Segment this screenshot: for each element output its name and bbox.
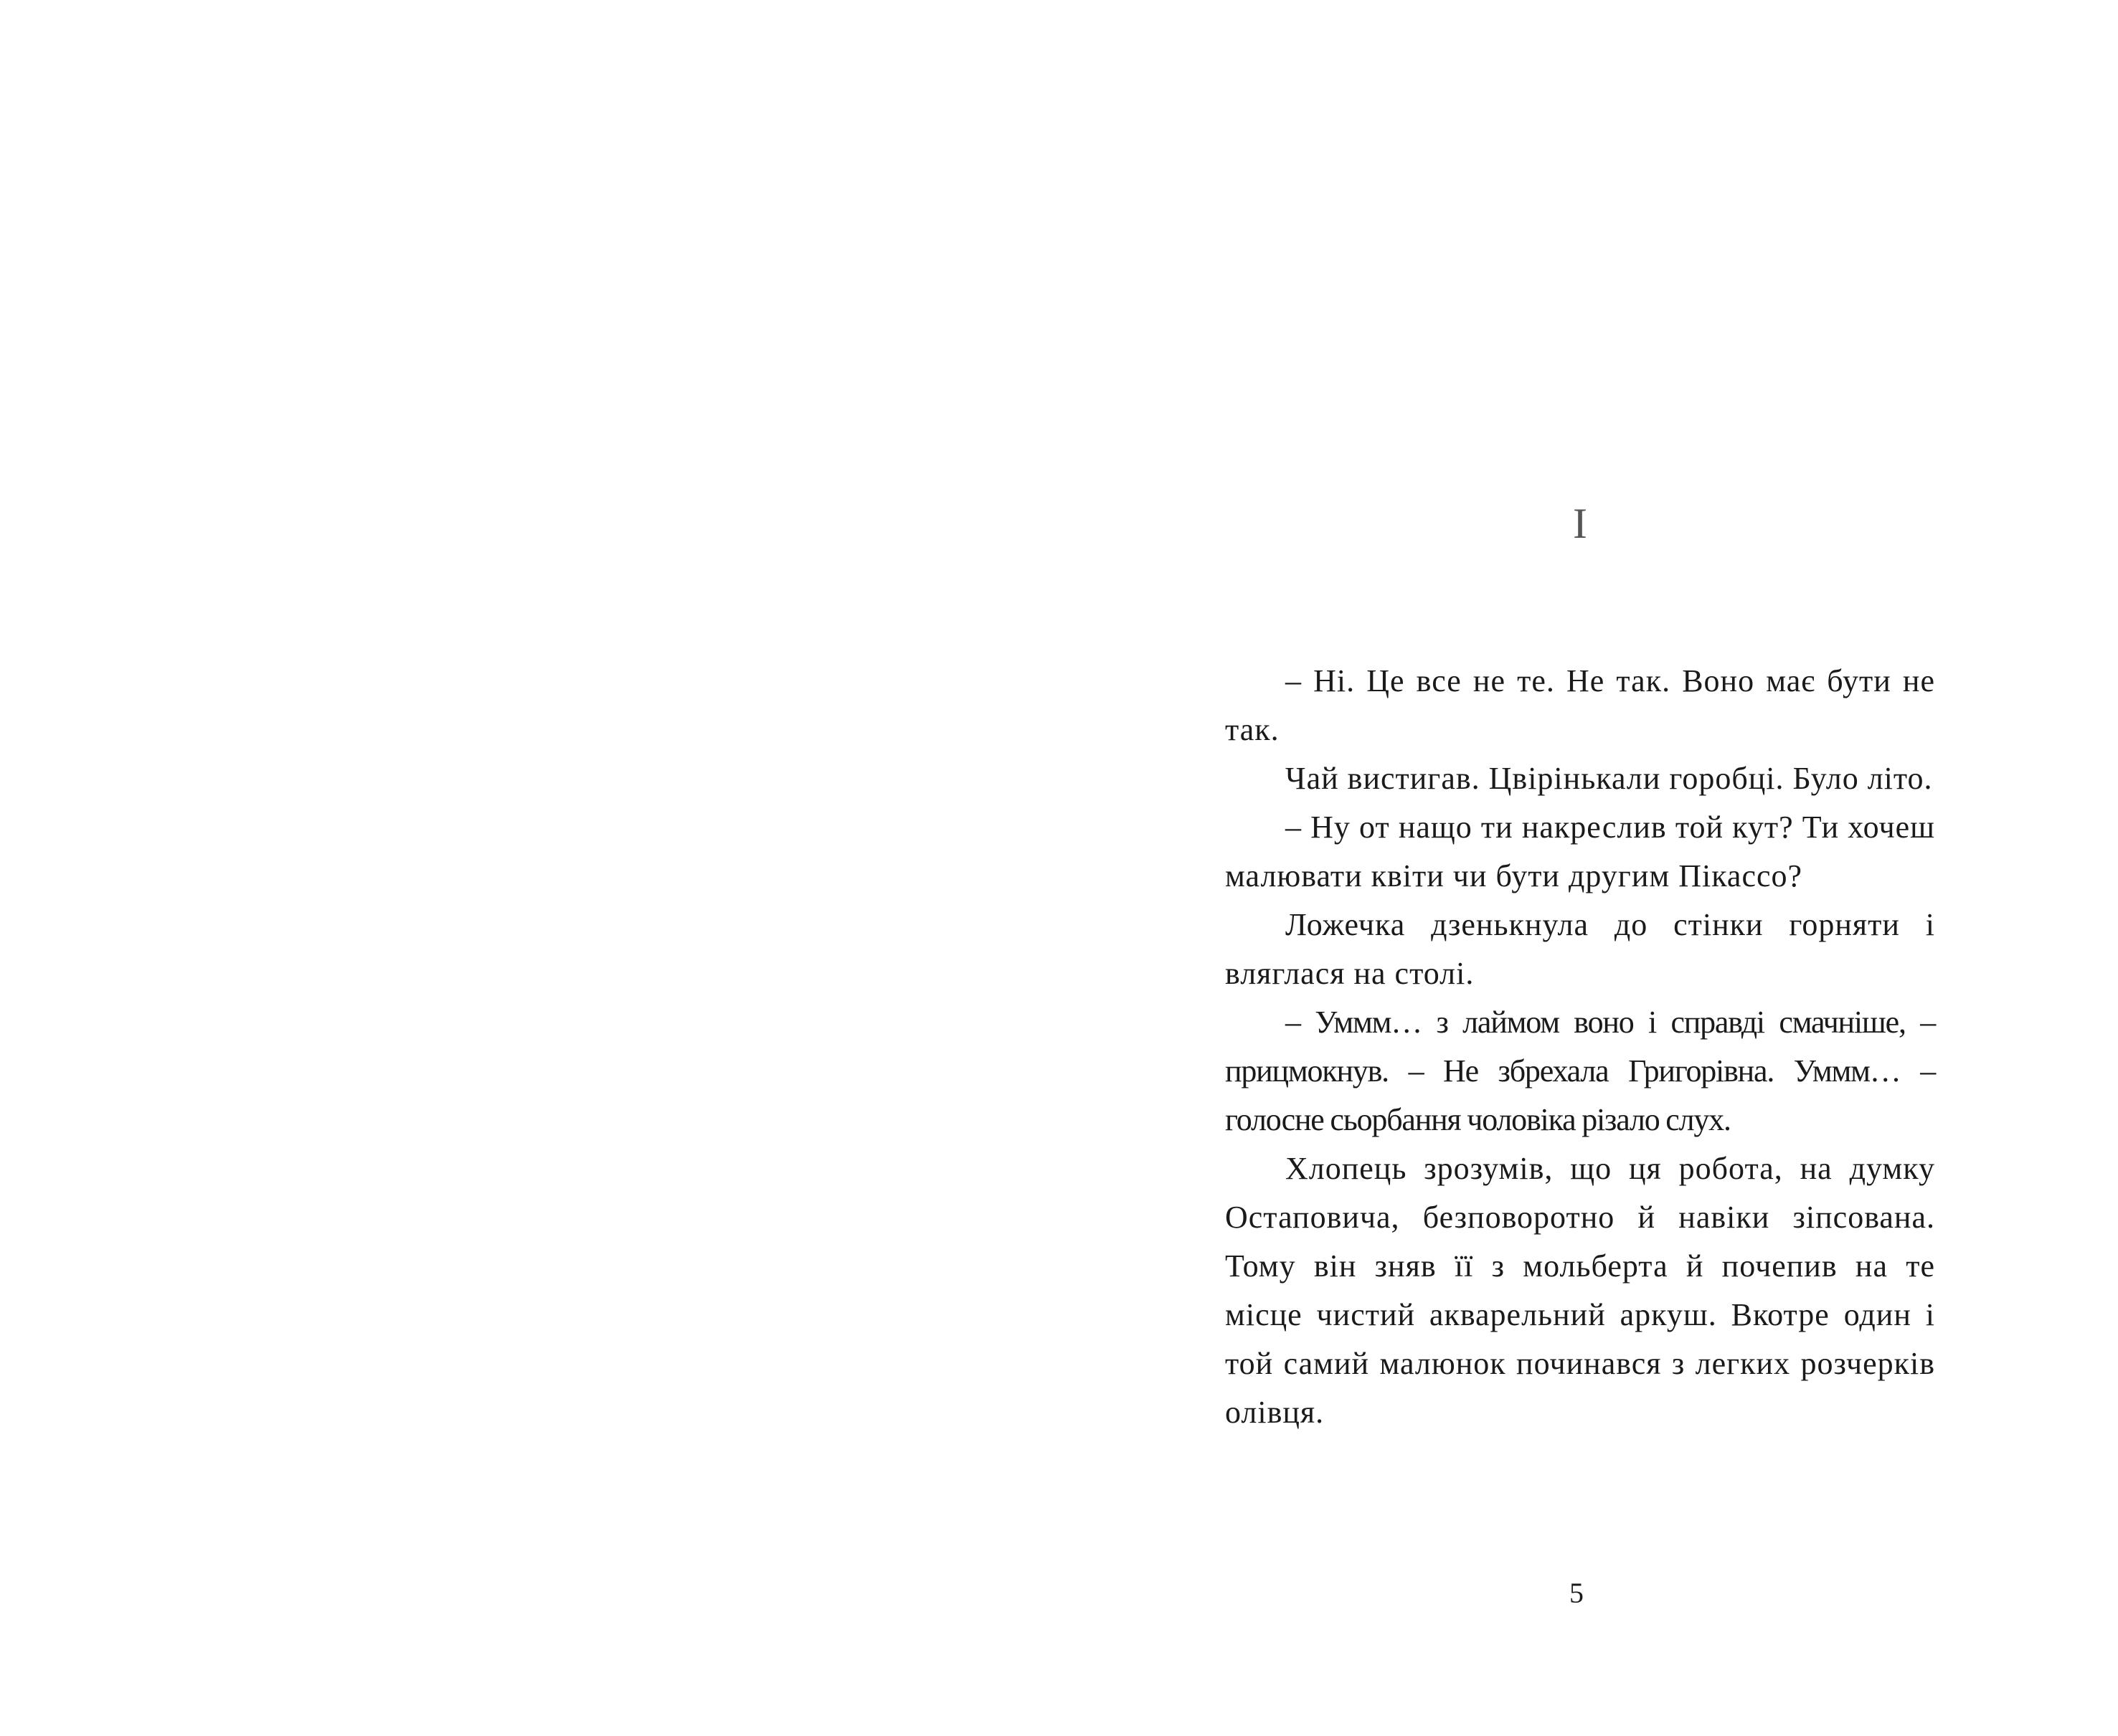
paragraph: Хлопець зрозумів, що ця робота, на думку Остаповича, безповоротно й навіки зіпсована. Тому він зняв її з мольберта й почепив на те місце чистий акварельний аркуш. Вкотре один і той самий малюнок починався з легких розчерків олівця. — [1225, 1151, 1935, 1430]
paragraph: – Ні. Це все не те. Не так. Воно має бути не так. — [1225, 663, 1935, 747]
paragraph: – Ну от нащо ти накреслив той кут? Ти хочеш малювати квіти чи бути другим Пікассо? — [1225, 810, 1935, 893]
paragraph: Чай вистигав. Цвірінькали горобці. Було літо. — [1285, 761, 1933, 796]
page-number: 5 — [1569, 1577, 1584, 1609]
paragraph: Ложечка дзенькнула до стінки горняти і вляглася на столі. — [1225, 907, 1935, 991]
chapter-numeral: I — [1573, 500, 1587, 547]
paragraph: – Уммм… з лаймом воно і справді смачніше, – прицмокнув. – Не збрехала Григорівна. Уммм… – голосне сьорбання чоловіка різало слух. — [1225, 1005, 1935, 1137]
body-text — [1225, 657, 1935, 1437]
